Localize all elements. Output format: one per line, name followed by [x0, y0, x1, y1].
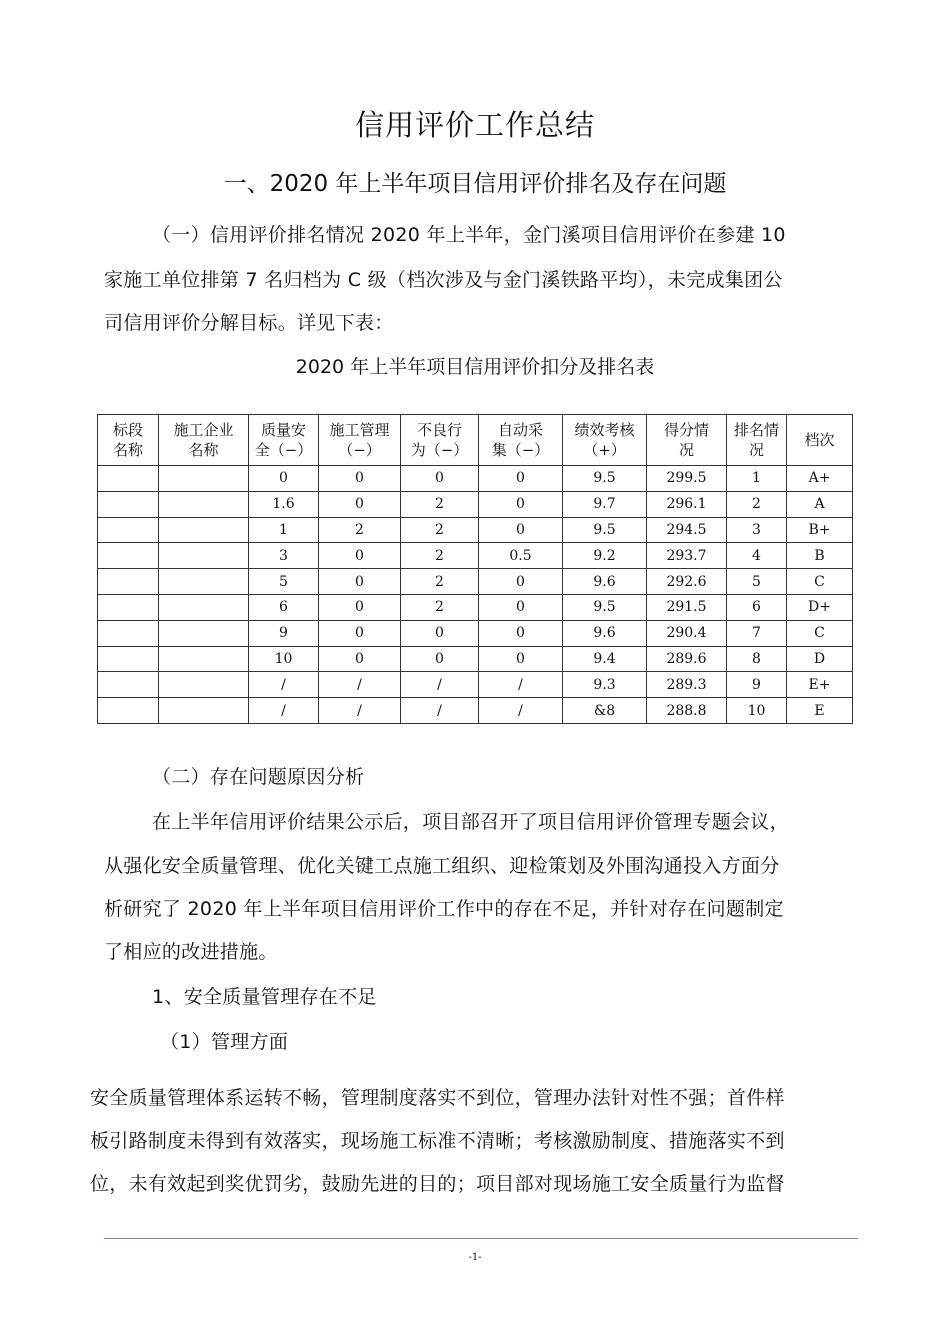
- cell-quality-safety: 3: [249, 543, 319, 569]
- cell-quality-safety: 0: [249, 466, 319, 492]
- cell-auto-collection: 0: [479, 620, 563, 646]
- cell-bad-behavior: 2: [401, 491, 479, 517]
- cell-company: [159, 594, 249, 620]
- cell-rank: 3: [727, 517, 787, 543]
- cell-performance: 9.5: [563, 517, 647, 543]
- cell-section: [98, 620, 159, 646]
- cell-grade: A+: [787, 466, 853, 492]
- cell-score: 288.8: [647, 698, 727, 724]
- cell-performance: &8: [563, 698, 647, 724]
- table-row: [98, 672, 853, 698]
- cell-section: [98, 646, 159, 672]
- cell-rank: 9: [727, 672, 787, 698]
- paragraph-3-line-1: 安全质量管理体系运转不畅，管理制度落实不到位，管理办法针对性不强；首件样: [90, 1087, 785, 1109]
- cell-construction-management: 0: [319, 491, 401, 517]
- page-number: -1-: [468, 1252, 482, 1263]
- paragraph-3-line-3: 位，未有效起到奖优罚劣，鼓励先进的目的；项目部对现场施工安全质量行为监督: [90, 1173, 785, 1195]
- cell-grade: A: [787, 491, 853, 517]
- paragraph-2-line-1: 在上半年信用评价结果公示后，项目部召开了项目信用评价管理专题会议，: [152, 811, 789, 833]
- cell-section: [98, 517, 159, 543]
- cell-auto-collection: 0: [479, 569, 563, 595]
- subheading-management: （1）管理方面: [160, 1031, 289, 1053]
- paragraph-2-line-4: 了相应的改进措施。: [104, 941, 278, 963]
- cell-company: [159, 698, 249, 724]
- cell-performance: 9.4: [563, 646, 647, 672]
- cell-score: 296.1: [647, 491, 727, 517]
- document-title: 信用评价工作总结: [354, 108, 595, 142]
- header-company-name: 施工企业 名称: [159, 415, 249, 466]
- cell-bad-behavior: 2: [401, 569, 479, 595]
- header-quality-safety: 质量安 全（−）: [249, 415, 319, 466]
- cell-grade: C: [787, 569, 853, 595]
- cell-score: 292.6: [647, 569, 727, 595]
- cell-grade: D: [787, 646, 853, 672]
- cell-construction-management: 0: [319, 543, 401, 569]
- table-row: [98, 646, 853, 672]
- cell-auto-collection: /: [479, 672, 563, 698]
- cell-bad-behavior: /: [401, 698, 479, 724]
- cell-construction-management: 0: [319, 594, 401, 620]
- cell-rank: 6: [727, 594, 787, 620]
- header-grade: 档次: [787, 415, 853, 466]
- cell-performance: 9.7: [563, 491, 647, 517]
- cell-score: 294.5: [647, 517, 727, 543]
- cell-section: [98, 569, 159, 595]
- cell-score: 290.4: [647, 620, 727, 646]
- cell-grade: B: [787, 543, 853, 569]
- header-score: 得分情 况: [647, 415, 727, 466]
- cell-construction-management: 0: [319, 466, 401, 492]
- cell-auto-collection: 0: [479, 517, 563, 543]
- cell-construction-management: /: [319, 672, 401, 698]
- cell-quality-safety: 1: [249, 517, 319, 543]
- cell-construction-management: 0: [319, 646, 401, 672]
- cell-bad-behavior: 2: [401, 543, 479, 569]
- paragraph-2-line-2: 从强化安全质量管理、优化关键工点施工组织、迎检策划及外围沟通投入方面分: [104, 855, 780, 877]
- cell-quality-safety: 1.6: [249, 491, 319, 517]
- credit-score-table: [97, 414, 853, 724]
- header-auto-collection: 自动采 集（−）: [479, 415, 563, 466]
- section-heading-1: 一、2020 年上半年项目信用评价排名及存在问题: [223, 171, 727, 197]
- cell-section: [98, 543, 159, 569]
- cell-construction-management: 2: [319, 517, 401, 543]
- cell-construction-management: 0: [319, 620, 401, 646]
- cell-score: 291.5: [647, 594, 727, 620]
- cell-auto-collection: 0: [479, 491, 563, 517]
- paragraph-1-line-3: 司信用评价分解目标。详见下表：: [104, 312, 394, 334]
- cell-section: [98, 491, 159, 517]
- cell-score: 289.3: [647, 672, 727, 698]
- table-row: [98, 543, 853, 569]
- cell-auto-collection: 0: [479, 466, 563, 492]
- cell-performance: 9.6: [563, 569, 647, 595]
- cell-quality-safety: 9: [249, 620, 319, 646]
- cell-quality-safety: 6: [249, 594, 319, 620]
- cell-score: 289.6: [647, 646, 727, 672]
- cell-company: [159, 466, 249, 492]
- cell-company: [159, 620, 249, 646]
- cell-performance: 9.6: [563, 620, 647, 646]
- table-caption: 2020 年上半年项目信用评价扣分及排名表: [295, 356, 655, 378]
- section-heading-2: （二）存在问题原因分析: [152, 766, 365, 788]
- cell-rank: 2: [727, 491, 787, 517]
- cell-rank: 10: [727, 698, 787, 724]
- cell-company: [159, 672, 249, 698]
- header-section-name: 标段 名称: [98, 415, 159, 466]
- cell-company: [159, 517, 249, 543]
- cell-grade: E: [787, 698, 853, 724]
- cell-quality-safety: 5: [249, 569, 319, 595]
- cell-company: [159, 646, 249, 672]
- cell-performance: 9.2: [563, 543, 647, 569]
- cell-performance: 9.3: [563, 672, 647, 698]
- paragraph-1-line-2: 家施工单位排第 7 名归档为 C 级（档次涉及与金门溪铁路平均），未完成集团公: [104, 269, 783, 291]
- header-construction-management: 施工管理 （−）: [319, 415, 401, 466]
- cell-bad-behavior: 0: [401, 646, 479, 672]
- table-row: [98, 517, 853, 543]
- cell-company: [159, 569, 249, 595]
- footer-rule: [104, 1238, 858, 1239]
- cell-rank: 1: [727, 466, 787, 492]
- cell-quality-safety: /: [249, 672, 319, 698]
- cell-rank: 8: [727, 646, 787, 672]
- subheading-safety-quality: 1、安全质量管理存在不足: [152, 986, 377, 1008]
- cell-company: [159, 491, 249, 517]
- cell-grade: D+: [787, 594, 853, 620]
- cell-score: 293.7: [647, 543, 727, 569]
- cell-auto-collection: /: [479, 698, 563, 724]
- table-row: [98, 466, 853, 492]
- cell-bad-behavior: 2: [401, 517, 479, 543]
- cell-performance: 9.5: [563, 594, 647, 620]
- paragraph-3-line-2: 板引路制度未得到有效落实，现场施工标准不清晰；考核激励制度、措施落实不到: [90, 1130, 785, 1152]
- table-row: [98, 491, 853, 517]
- header-performance: 绩效考核 （+）: [563, 415, 647, 466]
- cell-quality-safety: /: [249, 698, 319, 724]
- cell-rank: 4: [727, 543, 787, 569]
- cell-auto-collection: 0.5: [479, 543, 563, 569]
- cell-section: [98, 698, 159, 724]
- table-row: [98, 698, 853, 724]
- cell-bad-behavior: 2: [401, 594, 479, 620]
- cell-performance: 9.5: [563, 466, 647, 492]
- cell-bad-behavior: 0: [401, 466, 479, 492]
- cell-rank: 7: [727, 620, 787, 646]
- table-row: [98, 569, 853, 595]
- table-row: [98, 594, 853, 620]
- header-bad-behavior: 不良行 为（−）: [401, 415, 479, 466]
- cell-construction-management: /: [319, 698, 401, 724]
- cell-quality-safety: 10: [249, 646, 319, 672]
- cell-rank: 5: [727, 569, 787, 595]
- cell-bad-behavior: /: [401, 672, 479, 698]
- cell-company: [159, 543, 249, 569]
- cell-grade: E+: [787, 672, 853, 698]
- cell-grade: B+: [787, 517, 853, 543]
- header-rank: 排名情 况: [727, 415, 787, 466]
- table-row: [98, 620, 853, 646]
- cell-grade: C: [787, 620, 853, 646]
- cell-score: 299.5: [647, 466, 727, 492]
- cell-auto-collection: 0: [479, 646, 563, 672]
- cell-section: [98, 672, 159, 698]
- cell-section: [98, 466, 159, 492]
- cell-bad-behavior: 0: [401, 620, 479, 646]
- paragraph-2-line-3: 析研究了 2020 年上半年项目信用评价工作中的存在不足，并针对存在问题制定: [104, 898, 784, 920]
- paragraph-1-line-1: （一）信用评价排名情况 2020 年上半年，金门溪项目信用评价在参建 10: [152, 224, 786, 246]
- cell-section: [98, 594, 159, 620]
- cell-construction-management: 0: [319, 569, 401, 595]
- table-header-row: [98, 415, 853, 466]
- cell-auto-collection: 0: [479, 594, 563, 620]
